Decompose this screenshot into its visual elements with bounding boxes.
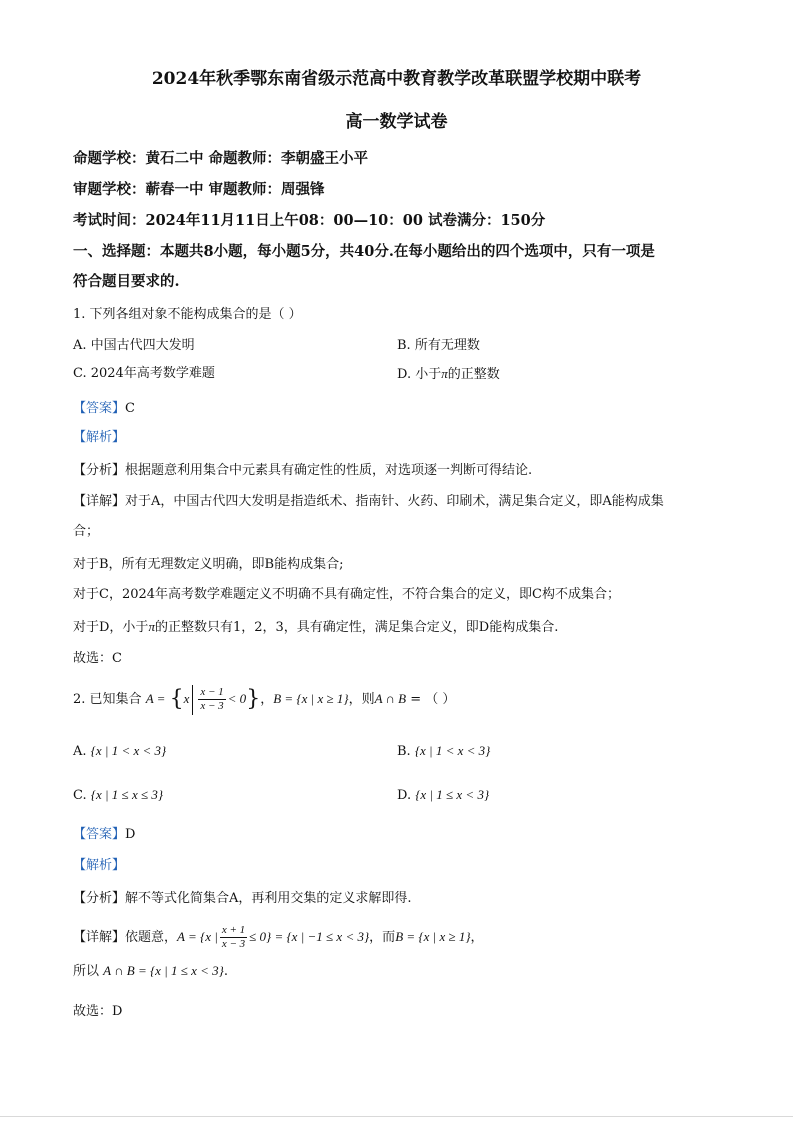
q2-answer — [73, 826, 135, 844]
so-pre: 所以 — [73, 964, 100, 979]
fraction — [198, 686, 225, 713]
fraction-numerator: x − 1 — [200, 686, 224, 698]
set-a-lhs: A = — [145, 691, 166, 706]
q1-detail-3: 对于C，2024年高考数学难题定义不明确不具有确定性，不符合集合的定义，即C构不成集合； — [73, 587, 620, 602]
detail4-post: 的正整数只有1，2，3，具有确定性，满足集合定义，即D能构成集合. — [154, 620, 559, 635]
then-text: ，则 — [348, 692, 375, 707]
fenxi-text: 解不等式化简集合A，再利用交集的定义求解即得. — [125, 891, 412, 906]
right-brace: } — [246, 686, 261, 712]
proposer-line: 命题学校：黄石二中 命题教师：李朝盛王小平 — [73, 150, 369, 167]
section1-heading-cont: 符合题目要求的. — [73, 273, 180, 290]
q1-option-d-pre: D. 小于 — [397, 367, 442, 382]
option-label: D. — [397, 788, 412, 803]
fenxi-text: 根据题意利用集合中元素具有确定性的性质，对选项逐一判断可得结论. — [125, 463, 533, 478]
fenxi-tag: 【分析】 — [73, 891, 126, 906]
answer-tag: 【答案】 — [73, 827, 126, 842]
option-set: {x | 1 ≤ x ≤ 3} — [90, 787, 164, 802]
so-expr: A ∩ B = {x | 1 ≤ x < 3} — [103, 963, 224, 978]
pi-symbol: π — [148, 619, 155, 634]
section1-heading: 一、选择题：本题共8小题，每小题5分，共40分.在每小题给出的四个选项中，只有一项是 — [73, 243, 655, 260]
detail-set-b: B = {x | x ≥ 1} — [395, 929, 471, 944]
so-end: . — [223, 964, 229, 979]
q1-option-d — [397, 365, 500, 384]
q2-detail — [73, 920, 484, 955]
option-label: A. — [73, 744, 87, 759]
detail-text: 对于A，中国古代四大发明是指造纸术、指南针、火药、印刷术，满足集合定义，即A能构成集 — [125, 494, 664, 509]
reviewer-line: 审题学校：蕲春一中 审题教师：周强锋 — [73, 181, 325, 198]
q2-stem — [73, 680, 455, 719]
left-brace: { — [169, 686, 184, 712]
fraction-numerator: x + 1 — [221, 924, 246, 936]
intersection-expr: A ∩ B — [374, 691, 407, 706]
detail-mid: ，而 — [369, 930, 396, 945]
fraction-denominator: x − 3 — [221, 938, 246, 950]
detail4-pre: 对于D，小于 — [73, 620, 149, 635]
answer-value: C — [125, 401, 135, 416]
q1-option-c: C. 2024年高考数学难题 — [73, 366, 215, 381]
q1-detail-2: 对于B，所有无理数定义明确，即B能构成集合; — [73, 557, 344, 572]
q1-choice: 故选：C — [73, 651, 122, 666]
set-a-relation: < 0 — [227, 691, 247, 706]
paren: = （ ） — [406, 692, 456, 707]
fraction-denominator: x − 3 — [200, 700, 224, 712]
exam-time-line: 考试时间：2024年11月11日上午08：00—10：00 试卷满分：150分 — [73, 212, 546, 229]
detail-set-a: A = {x | — [177, 929, 218, 944]
fenxi-tag: 【分析】 — [73, 463, 126, 478]
q2-analysis-tag: 【解析】 — [73, 858, 126, 873]
detail-tag: 【详解】 — [73, 930, 126, 945]
option-label: C. — [73, 788, 87, 803]
q1-option-b: B. 所有无理数 — [397, 338, 480, 353]
q1-stem: 1. 下列各组对象不能构成集合的是（ ） — [73, 307, 302, 322]
q2-option-d — [397, 786, 489, 805]
q1-detail-4 — [73, 618, 558, 637]
detail-end: ， — [470, 930, 484, 945]
page-bottom-rule — [0, 1116, 793, 1117]
detail-tag: 【详解】 — [73, 494, 126, 509]
q1-option-d-post: 的正整数 — [447, 367, 500, 382]
option-set: {x | 1 < x < 3} — [414, 743, 491, 758]
option-label: B. — [397, 744, 411, 759]
q1-analysis-tag: 【解析】 — [73, 430, 126, 445]
q2-fenxi — [73, 890, 412, 908]
detail-pre: 依题意， — [125, 930, 178, 945]
q1-detail-1 — [73, 493, 664, 511]
q2-option-c — [73, 786, 163, 805]
q1-fenxi — [73, 462, 532, 480]
option-set: {x | 1 < x < 3} — [90, 743, 167, 758]
q2-so-line — [73, 962, 228, 981]
page-title: 2024年秋季鄂东南省级示范高中教育教学改革联盟学校期中联考 — [151, 69, 642, 89]
q1-answer — [73, 400, 135, 418]
set-a-var: x — [183, 691, 190, 706]
detail-rest: ≤ 0} = {x | −1 ≤ x < 3} — [249, 929, 370, 944]
detail-fraction — [220, 924, 247, 951]
set-b: B = {x | x ≥ 1} — [273, 691, 349, 706]
answer-tag: 【答案】 — [73, 401, 126, 416]
page-subtitle: 高一数学试卷 — [345, 112, 448, 132]
q2-choice: 故选：D — [73, 1004, 123, 1019]
q1-option-a: A. 中国古代四大发明 — [73, 338, 195, 353]
option-set: {x | 1 ≤ x < 3} — [415, 787, 490, 802]
q2-stem-pre: 2. 已知集合 — [73, 692, 142, 707]
q1-detail-1b: 合； — [73, 524, 100, 539]
answer-value: D — [125, 827, 136, 842]
comma: ， — [260, 692, 274, 707]
q2-option-b — [397, 742, 490, 761]
q2-option-a — [73, 742, 166, 761]
set-bar — [192, 685, 193, 715]
pi-symbol: π — [441, 366, 448, 381]
